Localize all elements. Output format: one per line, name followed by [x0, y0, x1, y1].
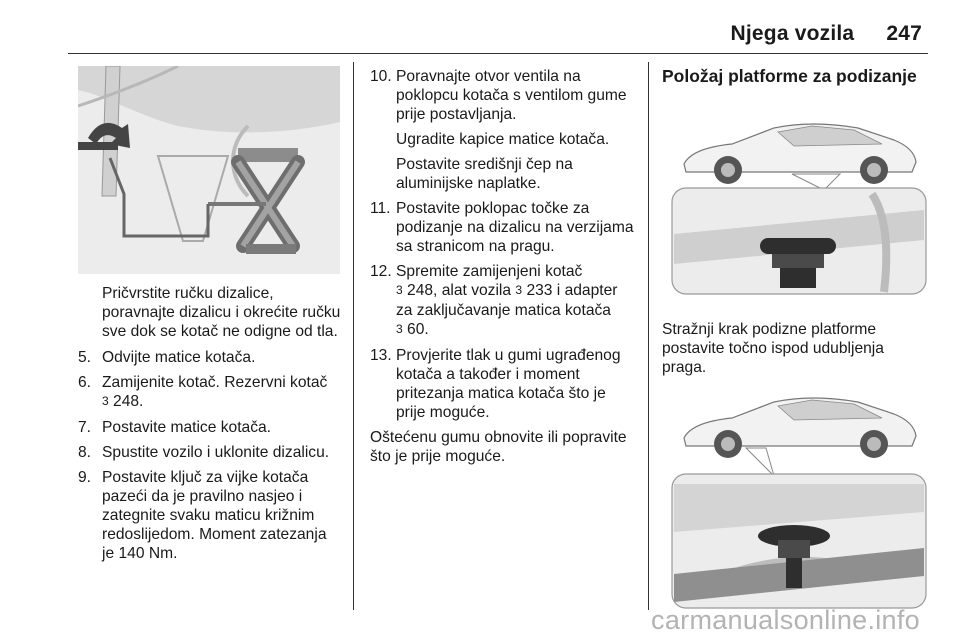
lift-point-front-illustration: [662, 114, 932, 300]
page-reference-link[interactable]: 233 i adapter za zaključavanje matica kotača: [396, 282, 618, 319]
lift-point-rear-illustration: [662, 388, 932, 610]
list-item: 7. Postavite matice kotača.: [78, 419, 272, 436]
page-number: 247: [886, 22, 922, 45]
reference-arrow-icon: 3: [102, 394, 109, 408]
header-rule: [68, 53, 928, 54]
reference-arrow-icon: 3: [396, 283, 403, 297]
list-item: 6. Zamijenite kotač. Rezervni kotač 3 248.: [78, 374, 328, 410]
list-item: 8. Spustite vozilo i uklonite dizalicu.: [78, 444, 330, 461]
list-item: 9. Postavite ključ za vijke kotača pazeći da je pravilno nasjeo i zategnite svaku maticu križnim redoslijedom. Moment zatezanja je 140 Nm.: [78, 469, 327, 562]
reference-arrow-icon: 3: [396, 322, 403, 336]
jack-intro-text: Pričvrstite ručku dizalice, poravnajte dizalicu i okrećite ručku sve dok se kotač ne odigne od tla.: [102, 285, 341, 340]
column-divider-2: [648, 62, 649, 610]
reference-arrow-icon: 3: [515, 283, 523, 297]
page-reference-link[interactable]: 248.: [113, 393, 144, 410]
jack-illustration: [78, 66, 340, 274]
page-reference-link[interactable]: 248, alat vozila: [407, 282, 512, 299]
lift-point-instruction: Stražnji krak podizne platforme postavite točno ispod udubljenja praga.: [662, 321, 884, 376]
list-item: 5. Odvijte matice kotača.: [78, 349, 256, 366]
lift-platform-heading: Položaj platforme za podizanje: [662, 66, 917, 86]
column-2: [370, 67, 635, 466]
page-header: [731, 22, 922, 46]
column-divider-1: [353, 62, 354, 610]
section-title: Njega vozila: [730, 22, 855, 45]
list-item: 13. Provjerite tlak u gumi ugrađenog kotača a također i moment pritezanja matica kotača što je prije moguće.: [370, 347, 621, 421]
watermark: carmanualsonline.info: [651, 605, 920, 635]
column-1: [78, 284, 342, 563]
list-item: 11. Postavite poklopac točke za podizanje na dizalicu na verzijama sa stranicom na pragu.: [370, 200, 634, 255]
list-item: 10. Poravnajte otvor ventila na poklopcu kotača s ventilom gume prije postavljanja. Ugradite kapice matice kotača. Postavite središnji čep na aluminijske naplatke.: [370, 68, 627, 192]
list-item: 12. Spremite zamijenjeni kotač 3 248, alat vozila 3 233 i adapter za zaključavanje matica kotača 3 60.: [370, 263, 618, 338]
page-reference-link[interactable]: 60.: [407, 321, 429, 338]
closing-note: Oštećenu gumu obnovite ili popravite što je prije moguće.: [370, 429, 627, 465]
